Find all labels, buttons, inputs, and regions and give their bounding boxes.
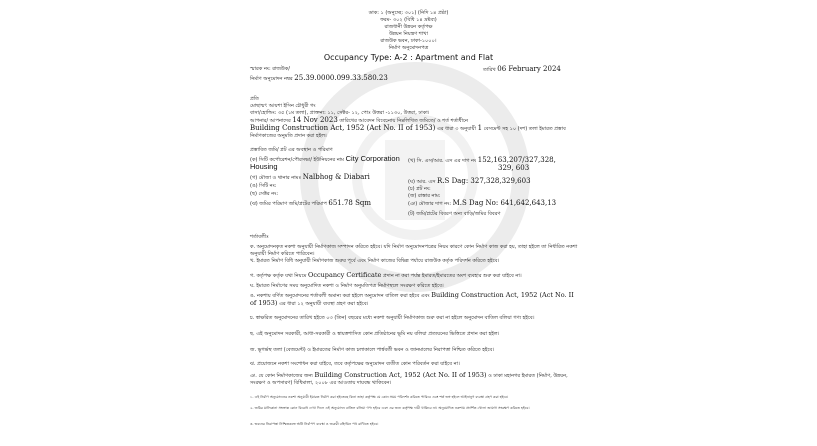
occupancy-certificate-term: Occupancy Certificate: [307, 271, 382, 279]
para-text-d: বেসমেন্ট সহ ১০ (দশ) তলা ইমারত প্রস্তাব: [483, 126, 566, 132]
occupancy-type-title: Occupancy Type: A-2 : Apartment and Flat: [323, 53, 494, 62]
memo-ref-label: স্মারক নং: রাজউক/: [250, 66, 290, 72]
land-area-value: 651.78 Sqm: [328, 199, 371, 207]
para-text-c: এর ধারা ৩ অনুযায়ী: [436, 126, 476, 132]
land-t-label: (ট) জমি/প্লটের বিবরণ অন্য বাড়ি/জমির বিবরণ: [408, 211, 501, 217]
condition-5: [250, 292, 580, 308]
memo-date: 06 February 2024: [497, 65, 561, 73]
application-date: 14 Nov 2023: [292, 116, 338, 124]
header-doc-type: নির্মাণ অনুমোদনপত্র: [388, 45, 429, 51]
header-section: উন্নয়ন নিয়ন্ত্রণ শাখা: [389, 31, 428, 37]
footnote-3: ৩. ভবনের নিরাপত্তা নিশ্চিতকল্পে অগ্নি নির্বাপণ ব্যবস্থা ও জরুরী বহির্গমন পথ রাখিতে হইবে।: [250, 422, 379, 426]
condition-5-text-a: ঙ. নকশায় বর্ণিত অনুমোদনের শর্তাবলী অমান্য করা হইলে অনুমোদন বাতিল করা হইবে এবং: [250, 293, 430, 299]
land-jh-label: (ঝ) জমির পরিমাণ জমি/প্লটের পরিমাপ: [250, 201, 327, 207]
building-act-reference: Building Construction Act, 1952 (Act No. II of 1953): [250, 124, 436, 132]
approval-number-row: [250, 75, 388, 82]
recipient-label: প্রতি: [250, 96, 259, 102]
land-jh-row: [250, 200, 371, 207]
approval-number-label: নির্মাণ অনুমোদন নম্বর: [250, 76, 293, 82]
header-address: রাজউক ভবন, ঢাকা-১০০০।: [380, 38, 437, 44]
land-g-value: Nalbhog & Diabari: [302, 173, 370, 181]
footnote-2: ২. জমির মালিকানা সংক্রান্ত কোন বিরোধ দেখা দিলে এই অনুমোদন বাতিল বলিয়া গণ্য হইবে এবং এর জন্য কর্তৃপক্ষ দায়ী থাকিবে না। অনুমোদিত নকশায় প্রদর্শিত খোলা জায়গা সংরক্ষণ করিতে হইবে।: [250, 406, 530, 410]
condition-4: ঘ. ইমারত নির্মাণের সময় অনুমোদিত নকশা ও নির্মাণ অনুমতিপত্র নির্মাণস্থলে সংরক্ষণ করিতে হইবে।: [250, 283, 444, 289]
land-kh-row: [408, 157, 556, 164]
approval-number: 25.39.0000.099.33.580.23: [294, 74, 388, 82]
land-gh-row: [408, 178, 531, 185]
approval-paragraph-line-1: [250, 117, 468, 124]
land-g-label: (গ) মৌজা ও থানার নামঃ: [250, 175, 302, 181]
land-gh-value: R.S Dag: 327,328,329,603: [437, 177, 531, 185]
condition-6: চ. স্বাক্ষরিত অনুমোদনের তারিখ হইতে ০৩ (তিন) বছরের মধ্যে নকশা অনুযায়ী নির্মাণকাজ শুরু করা না হইলে অনুমোদন বাতিল বলিয়া গণ্য হইবে।: [250, 315, 535, 321]
condition-10-text-b: ও ঢাকা মহানগর ইমারত (নির্মাণ, উন্নয়ন, সংরক্ষণ ও অপসারণ) বিধিমালা, ২০০৮ এর আওতায় দায়বদ্ধ থাকিবেন।: [250, 373, 568, 386]
memo-date-label: তারিখ: [483, 67, 496, 73]
condition-3-text-a: গ. কর্তৃপক্ষ কর্তৃক যথা নিয়মে: [250, 273, 307, 279]
land-n-value: M.S Dag No: 641,642,643,13: [452, 199, 557, 207]
conditions-heading: শর্তাবলীঃ: [250, 234, 269, 240]
recipient-address: বাসা/হোল্ডিং: ৩৫ (১ম তলা), প্রাক্তন্য: ১১, সেক্টর- ১২, পোঃ উত্তরা -১১৩০, উত্তরা, ঢাকা।: [250, 110, 430, 116]
recipient-name: মোছাম্মৎ আয়শা ইসিন চৌধুরী গং: [250, 103, 316, 109]
footnote-1: ১. এই নির্মাণ অনুমোদনের নকশা অনুযায়ী ইমারত নির্মাণ করা হইতেছে কিনা তাহা কর্তৃপক্ষ যে কোন সময় পরিদর্শন করিতে পারিবে এবং শর্ত ভঙ্গ হইলে আইনানুগ ব্যবস্থা গ্রহণ করা হইবে।: [250, 395, 509, 399]
para-text-a: আপনার/ আপনাদের: [250, 118, 291, 124]
para-text-e: নির্মাণকাজের অনুমতি প্রদান করা হইল।: [250, 133, 327, 139]
para-text-b: তারিখের আবেদন বিবেচনায় নিম্নলিখিত জমিতে/ ও শর্ত শর্তাধীনে: [339, 118, 468, 124]
condition-9: ঝ. প্রয়োজনে নকশা সংশোধন করা যাইবে, তবে কর্তৃপক্ষের অনুমোদন ব্যতীত কোন পরিবর্তন করা যাইবে না।: [250, 361, 460, 367]
land-n-row: [408, 200, 556, 207]
land-u-label: (ঙ) সিটি নং:: [250, 183, 277, 189]
condition-3: [250, 272, 580, 280]
land-kh-label: (খ) সি. এস/আর. এস এর দাগ নং: [408, 158, 477, 164]
condition-5-text-b: এর ধারা ১২ অনুযায়ী ব্যবস্থা গ্রহণ করা হইবে।: [279, 301, 369, 307]
land-ch-label: (ছ) সেক্টর নং:: [250, 191, 279, 197]
land-g-row: [250, 174, 370, 181]
memo-date-row: [483, 66, 561, 73]
land-k-label: (ক) সিটি কর্পোরেশন/পৌরসভা/ ইউনিয়নের নাম: [250, 157, 344, 163]
land-c-label: (চ) প্লট নং:: [408, 186, 431, 192]
condition-5-act: Building Construction Act, 1952 (Act No. II of 1953): [250, 291, 574, 307]
land-n-label: (ঞ) মৌজার দাগ নং:: [408, 201, 452, 207]
header-line-2: ফরম- ৩০২ (বিধি ১৪ দ্রষ্টব্য): [380, 17, 437, 23]
land-heading: প্রস্তাবিত জমি/ প্লট এর অবস্থান ও পরিমাণ: [250, 147, 333, 153]
land-kh-value-2: 329, 603: [498, 164, 530, 172]
approval-paragraph-line-2: [250, 125, 566, 132]
condition-2: খ. ইমারত নির্মাণ বিধি অনুযায়ী নির্মাণকাজ শুরুর পূর্বে এবং নির্মাণ কাজের বিভিন্ন পর্যায়ে রাজউক কর্তৃক পরিদর্শন করিতে হইবে।: [250, 258, 500, 264]
header-line-1: ডাক: ১ (অনুচ্ছে: ৩০১) (নিদি ১৪ প্রষ্ঠা): [368, 10, 449, 16]
storey-count: 1: [477, 124, 483, 132]
condition-8: জ. ভূগর্ভস্থ তলা (বেজমেন্ট) ও ইমারতের নির্মাণ কাজ চলাকালে পার্শ্ববর্তী ভবন ও জানমালের নিরাপত্তা নিশ্চিত করিতে হইবে।: [250, 347, 495, 353]
land-k-value: City Corporation: [345, 154, 400, 163]
condition-7: ছ. এই অনুমোদন সরকারী, আধা-সরকারী ও স্বায়ত্তশাসিত কোন প্রতিষ্ঠানের ভূমি নয় বলিয়া প্রত্যয়নের ভিত্তিতে প্রদান করা হইল।: [250, 331, 500, 337]
land-j-label: (জ) রাস্তার নাম:: [408, 193, 441, 199]
condition-10-act: Building Construction Act, 1952 (Act No. II of 1953): [314, 371, 487, 379]
land-kh-value: 152,163,207/327,328,: [477, 156, 556, 164]
header-authority: রাজধানী উন্নয়ন কর্তৃপক্ষ: [384, 24, 433, 30]
condition-10: [250, 372, 580, 387]
land-k-value-2: Housing: [250, 162, 278, 171]
land-gh-label: (ঘ) আর. এস: [408, 179, 436, 185]
condition-3-text-b: প্রদান না করা পর্যন্ত ইমারত/ইমারতের অংশ ব্যবহার শুরু করা যাইবে না।: [382, 273, 522, 279]
condition-1: ক. অনুমোদনকৃত নকশা অনুযায়ী নির্মাণকাজ সম্পাদন করিতে হইবে। যদি নির্মাণ অনুমোদনপত্রের নিয়ম কারণে কোন নির্মাণ কাজ করা হয়, তাহা হইলে তা নির্ধারিত নকশা অনুযায়ী নির্মাণ করিতে পারিবেন।: [250, 244, 578, 257]
condition-10-text-a: ঞ. যে কোন নির্মাণকাজের জন্য: [250, 373, 313, 379]
